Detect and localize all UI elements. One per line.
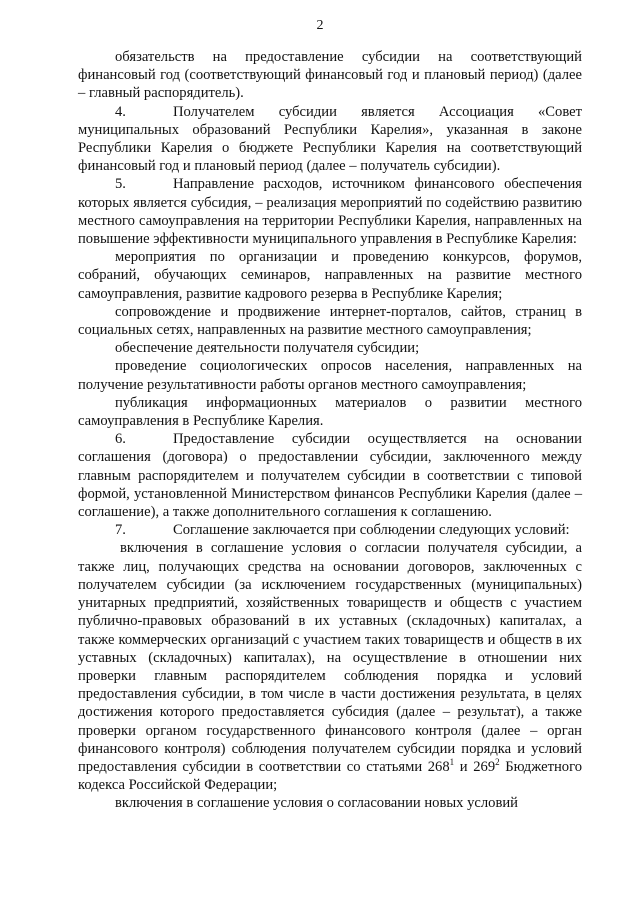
page-number: 2 xyxy=(316,18,324,33)
list-item: публикация информационных материалов о развитии местного самоуправления в Республике Карелия. xyxy=(78,394,582,430)
paragraph-number: 6. xyxy=(115,431,126,448)
paragraph-5: 5. Направление расходов, источником финансового обеспечения которых является субсидия, – реализация мероприятий по содействию развитию местного самоуправления на территории Республики Карелия, направленных на повышение эффективности муниципального управления в Республике Карелия: xyxy=(78,176,582,248)
paragraph-number: 7. xyxy=(115,522,126,539)
paragraph-continuation: обязательств на предоставление субсидии на соответствующий финансовый год (соответствующий финансовый год и плановый период) (далее – главный распорядитель). xyxy=(78,49,582,102)
paragraph-7-condition-1: включения в соглашение условия о согласии получателя субсидии, а также лиц, получающих средства на основании договоров, заключенных с получателем субсидии (за исключением государственных (муниципальных) унитарных предприятий, хозяйственных товариществ и обществ с участием публично-правовых образований в их уставных (складочных) капиталах, а также коммерческих организаций с участием таких товариществ и обществ в их уставных (складочных) капиталах), на осуществление в отношении них проверки главным распорядителем соблюдения порядка и условий предоставления субсидии, в том числе в части достижения результата, в целях достижения которого предоставляется субсидия (далее – результат), а также проверки органом государственного финансового контроля (далее – орган финансового контроля) соблюдения получателем субсидии порядка и условий предоставления субсидии в соответствии со статьями $268^1$ и $269^2$ Бюджетного кодекса Российской Федерации; xyxy=(78,540,582,794)
superscript: 1 xyxy=(449,757,455,768)
paragraph-number: 5. xyxy=(115,176,126,193)
list-item: мероприятия по организации и проведению конкурсов, форумов, собраний, обучающих семинаров, направленных на развитие местного самоуправления, развитие кадрового резерва в Республике Карелия; xyxy=(78,249,582,302)
paragraph-7-condition-2: включения в соглашение условия о согласовании новых условий xyxy=(115,795,518,812)
paragraph-7: 7. Соглашение заключается при соблюдении следующих условий: xyxy=(115,522,570,539)
document-body xyxy=(78,48,582,813)
paragraph-6: 6. Предоставление субсидии осуществляется на основании соглашения (договора) о предоставлении субсидии, заключенного между главным распорядителем и получателем субсидии в соответствии с типовой формой, установленной Министерством финансов Республики Карелия (далее – соглашение), а также дополнительного соглашения к соглашению. xyxy=(78,431,582,521)
superscript: 2 xyxy=(495,757,500,768)
list-item: обеспечение деятельности получателя субсидии; xyxy=(115,340,420,357)
paragraph-4: 4. Получателем субсидии является Ассоциация «Совет муниципальных образований Республики Карелия», указанная в законе Республики Карелия о бюджете Республики Карелия на соответствующий финансовый год и плановый период (далее – получатель субсидии). xyxy=(78,103,582,175)
paragraph-number: 4. xyxy=(115,103,126,120)
list-item: сопровождение и продвижение интернет-порталов, сайтов, страниц в социальных сетях, направленных на развитие местного самоуправления; xyxy=(78,303,582,339)
list-item: проведение социологических опросов населения, направленных на получение результативности работы органов местного самоуправления; xyxy=(78,358,582,393)
